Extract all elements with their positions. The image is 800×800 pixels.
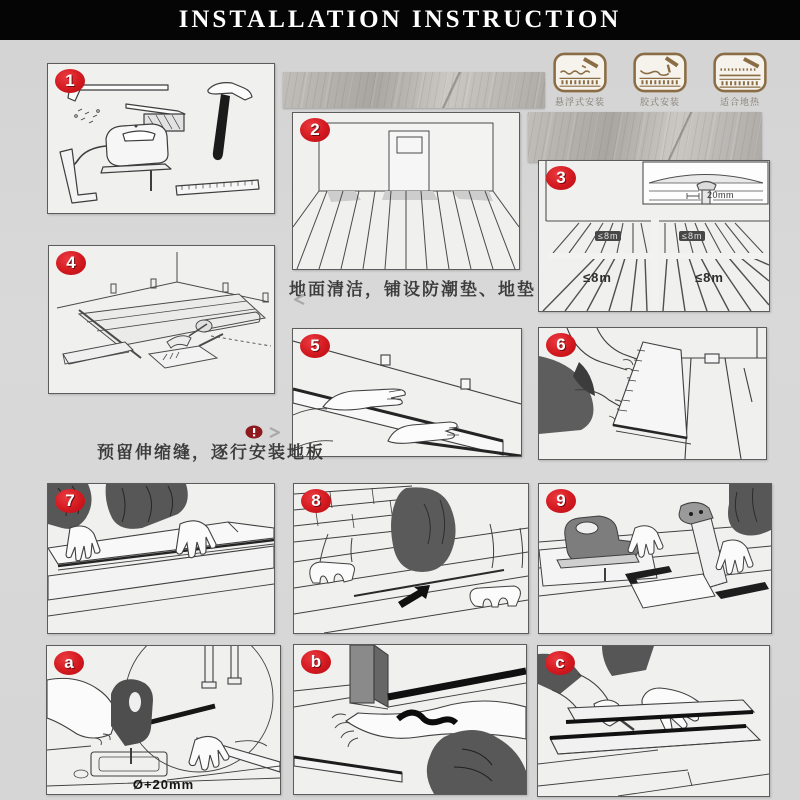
square-ruler-icon	[60, 149, 97, 203]
step-badge: 1	[55, 69, 85, 93]
page-title: INSTALLATION INSTRUCTION	[178, 6, 622, 33]
pencil-icon	[126, 104, 185, 115]
floating-installation-icon	[548, 52, 612, 108]
area-limit-label: ≤8m	[679, 231, 705, 241]
body-silhouette	[539, 356, 593, 434]
panel-step-1-tools	[47, 63, 275, 214]
jigsaw-icon	[64, 124, 171, 191]
step-badge: 4	[56, 251, 86, 275]
floor-heating-glyph	[712, 52, 768, 93]
step-badge: 3	[546, 166, 576, 190]
installation-method-icons	[548, 52, 772, 108]
panel-step-8-press-down	[293, 483, 529, 634]
body-silhouette	[427, 730, 526, 794]
method-icon-label: 适合地热	[719, 97, 760, 107]
panel-step-4-underlayment	[48, 245, 275, 394]
floor-heating-icon	[708, 52, 772, 108]
wood-floor-photo-right	[528, 112, 762, 162]
threshold-strip	[388, 671, 526, 697]
arm-left	[47, 678, 117, 745]
floor-planks	[297, 191, 515, 269]
step-badge: 8	[301, 489, 331, 513]
ruler-icon	[176, 180, 259, 195]
area-limit-label: ≤8m	[695, 270, 724, 285]
hammer-icon	[208, 83, 252, 160]
molding-gap-label: 20mm	[707, 190, 735, 200]
pipes	[202, 646, 241, 688]
step-badge: b	[301, 650, 331, 674]
sleeve-right	[602, 646, 654, 676]
pry-bar-icon	[68, 85, 168, 101]
molding-inset	[643, 162, 768, 204]
wood-floor-photo-left	[283, 72, 545, 108]
header-bar	[0, 0, 800, 40]
method-icon-label: 胶式安装	[639, 97, 680, 107]
hole-diameter-label: Ø+20mm	[132, 777, 195, 792]
step-badge: 6	[546, 333, 576, 357]
foot-right	[470, 586, 520, 607]
step-badge: 9	[546, 489, 576, 513]
step-badge: 5	[300, 334, 330, 358]
method-icon-label: 悬浮式安装	[554, 97, 605, 107]
area-limit-label: ≤8m	[583, 270, 612, 285]
door-jamb	[350, 645, 388, 709]
step-badge: 7	[55, 489, 85, 513]
sleeve-silhouette	[728, 484, 771, 536]
area-limit-label: ≤8m	[595, 231, 621, 241]
step-badge: c	[545, 651, 575, 675]
door	[389, 131, 429, 191]
panel-step-c-last-row-scribe	[537, 645, 770, 797]
foot-left	[310, 562, 355, 583]
panel-step-2-room-preparation	[292, 112, 520, 270]
step-badge: a	[54, 651, 84, 675]
hand-right	[189, 736, 267, 770]
panel-step-9-cutting	[538, 483, 772, 634]
screws-spacers-icon	[75, 109, 100, 123]
body-silhouette	[106, 484, 188, 529]
caption-expansion-gap: 预留伸缩缝，逐行安装地板	[97, 443, 325, 462]
spacer	[461, 379, 470, 389]
alert-icon	[245, 425, 263, 439]
panel-step-7-row-alignment	[47, 483, 275, 634]
panel-step-3-area-limits	[538, 160, 770, 312]
floating-installation-glyph	[552, 52, 608, 93]
chevron-left-icon	[291, 293, 307, 306]
panel-step-a-pipe-hole	[46, 645, 281, 795]
glue-installation-icon	[628, 52, 692, 108]
spacer	[381, 355, 390, 365]
panel-step-5-first-plank	[292, 328, 522, 457]
panel-step-6-angle-click	[538, 327, 767, 460]
glue-installation-glyph	[632, 52, 688, 93]
knee-silhouette	[391, 487, 456, 572]
caption-clean-floor: 地面清洁，铺设防潮垫、地垫	[289, 280, 536, 299]
plank	[613, 342, 687, 438]
step-badge: 2	[300, 118, 330, 142]
panel-step-b-door-frame	[293, 644, 527, 795]
